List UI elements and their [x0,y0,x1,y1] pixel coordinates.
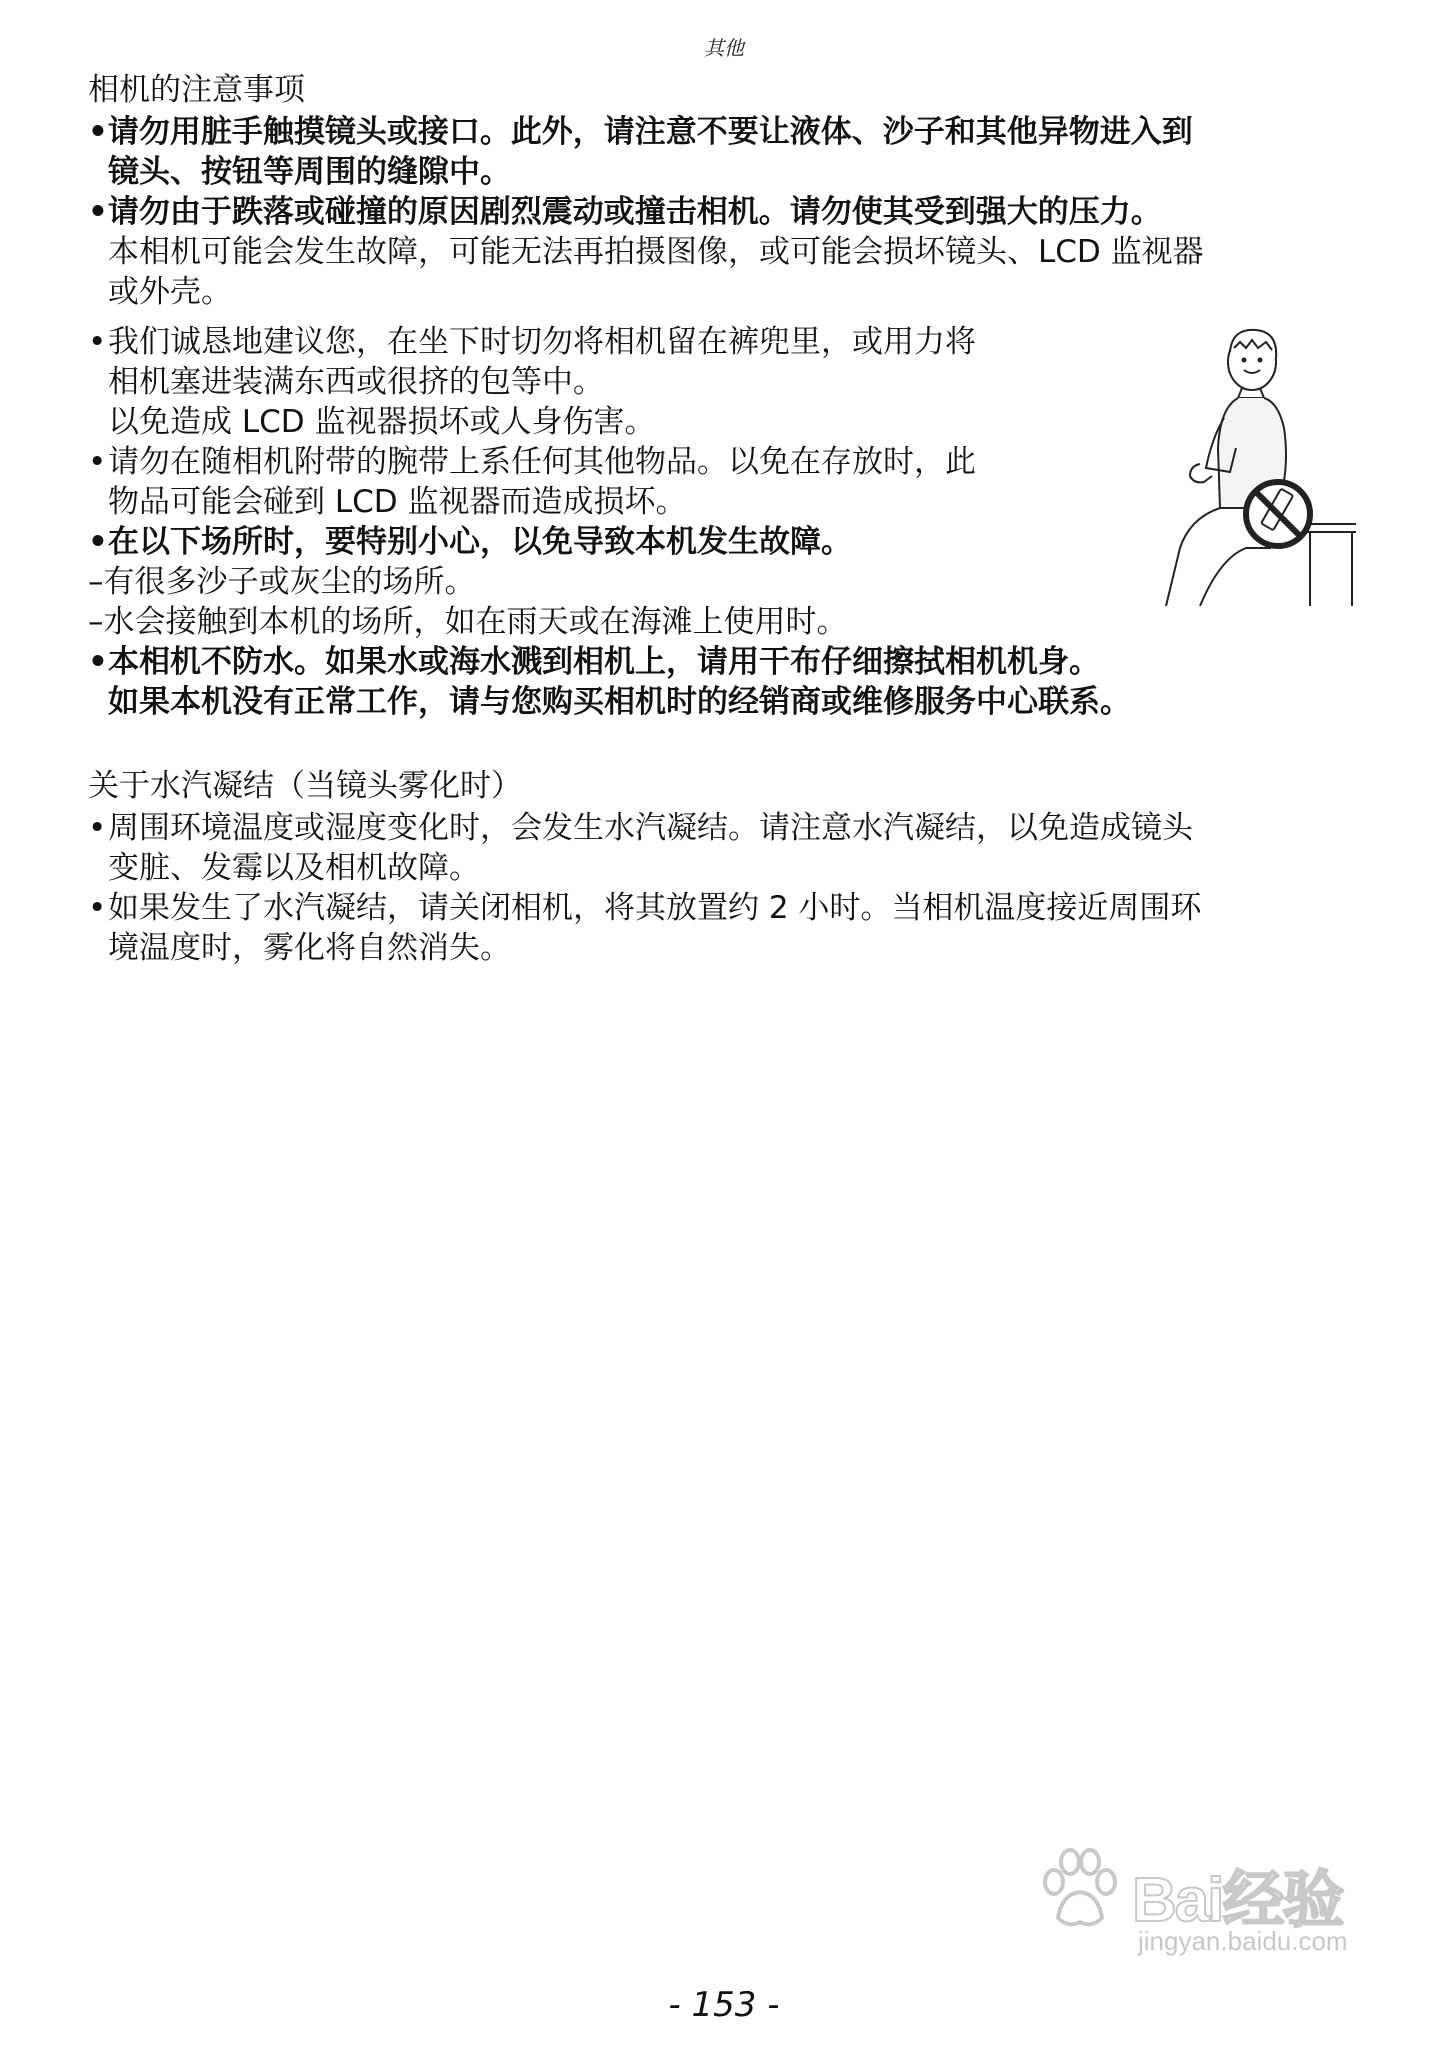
dash-line: –水会接触到本机的场所，如在雨天或在海滩上使用时。 [88,604,848,640]
bullet-line: 物品可能会碰到 LCD 监视器而造成损坏。 [108,484,687,520]
section-title-condensation: 关于水汽凝结（当镜头雾化时） [88,768,522,804]
bullet-line: 我们诚恳地建议您，在坐下时切勿将相机留在裤兜里，或用力将 [108,324,976,360]
bullet-line: •请勿用脏手触摸镜头或接口。此外，请注意不要让液体、沙子和其他异物进入到 [88,114,1193,150]
watermark-url: jingyan.baidu.com [1138,1926,1348,1956]
bullet-line: 镜头、按钮等周围的缝隙中。 [108,154,511,190]
bullet-line: 本相机不防水。如果水或海水溅到相机上，请用干布仔细擦拭相机机身。 [108,644,1100,680]
bullet-item [88,112,1368,192]
baidu-watermark [1034,1842,1374,1960]
bullet-line: 变脏、发霉以及相机故障。 [108,850,480,886]
bullet-item: • 请勿在随相机附带的腕带上系任何其他物品。以免在存放时，此 物品可能会碰到 LCD 监视器而造成损坏。 [88,442,1368,522]
bullet-line: 以免造成 LCD 监视器损坏或人身伤害。 [108,404,656,440]
baidu-paw-logo-icon [1034,1842,1124,1932]
dash-line: –有很多沙子或灰尘的场所。 [88,564,476,600]
bullet-item: • 周围环境温度或湿度变化时，会发生水汽凝结。请注意水汽凝结，以免造成镜头 变脏、发霉以及相机故障。 [88,808,1368,888]
bullet-item: • 本相机不防水。如果水或海水溅到相机上，请用干布仔细擦拭相机机身。 如果本机没有正常工作，请与您购买相机时的经销商或维修服务中心联系。 [88,642,1368,722]
bullet-line: 相机塞进装满东西或很挤的包等中。 [108,364,604,400]
bullet-line: 如果发生了水汽凝结，请关闭相机，将其放置约 2 小时。当相机温度接近周围环 [108,890,1202,926]
bullet-line: •请勿由于跌落或碰撞的原因剧烈震动或撞击相机。请勿使其受到强大的压力。 [88,194,1162,230]
bullet-item: • 我们诚恳地建议您，在坐下时切勿将相机留在裤兜里，或用力将 相机塞进装满东西或很挤的包等中。 以免造成 LCD 监视器损坏或人身伤害。 [88,322,1368,442]
bullet-subtext: 本相机可能会发生故障，可能无法再拍摄图像，或可能会损坏镜头、LCD 监视器 [108,234,1204,270]
bullet-item [88,192,1368,312]
bullet-subtext: 或外壳。 [108,274,232,310]
bullet-line: 境温度时，雾化将自然消失。 [108,930,511,966]
bullet-line: 如果本机没有正常工作，请与您购买相机时的经销商或维修服务中心联系。 [108,684,1131,720]
bullet-item: • 如果发生了水汽凝结，请关闭相机，将其放置约 2 小时。当相机温度接近周围环 境温度时，雾化将自然消失。 [88,888,1368,968]
page-header: 其他 [704,36,744,60]
watermark-text: Bai经验 [1132,1866,1343,1935]
section-title-camera-precautions: 相机的注意事项 [88,72,305,108]
bullet-line: 周围环境温度或湿度变化时，会发生水汽凝结。请注意水汽凝结，以免造成镜头 [108,810,1193,846]
bullet-item: • 在以下场所时，要特别小心，以免导致本机发生故障。 –有很多沙子或灰尘的场所。 –水会接触到本机的场所，如在雨天或在海滩上使用时。 [88,522,1368,642]
bullet-line: 在以下场所时，要特别小心，以免导致本机发生故障。 [108,524,852,560]
no-pocket-warning-icon [1160,318,1356,606]
page-number: - 153 - [668,1985,780,2025]
bullet-line: 请勿在随相机附带的腕带上系任何其他物品。以免在存放时，此 [108,444,976,480]
